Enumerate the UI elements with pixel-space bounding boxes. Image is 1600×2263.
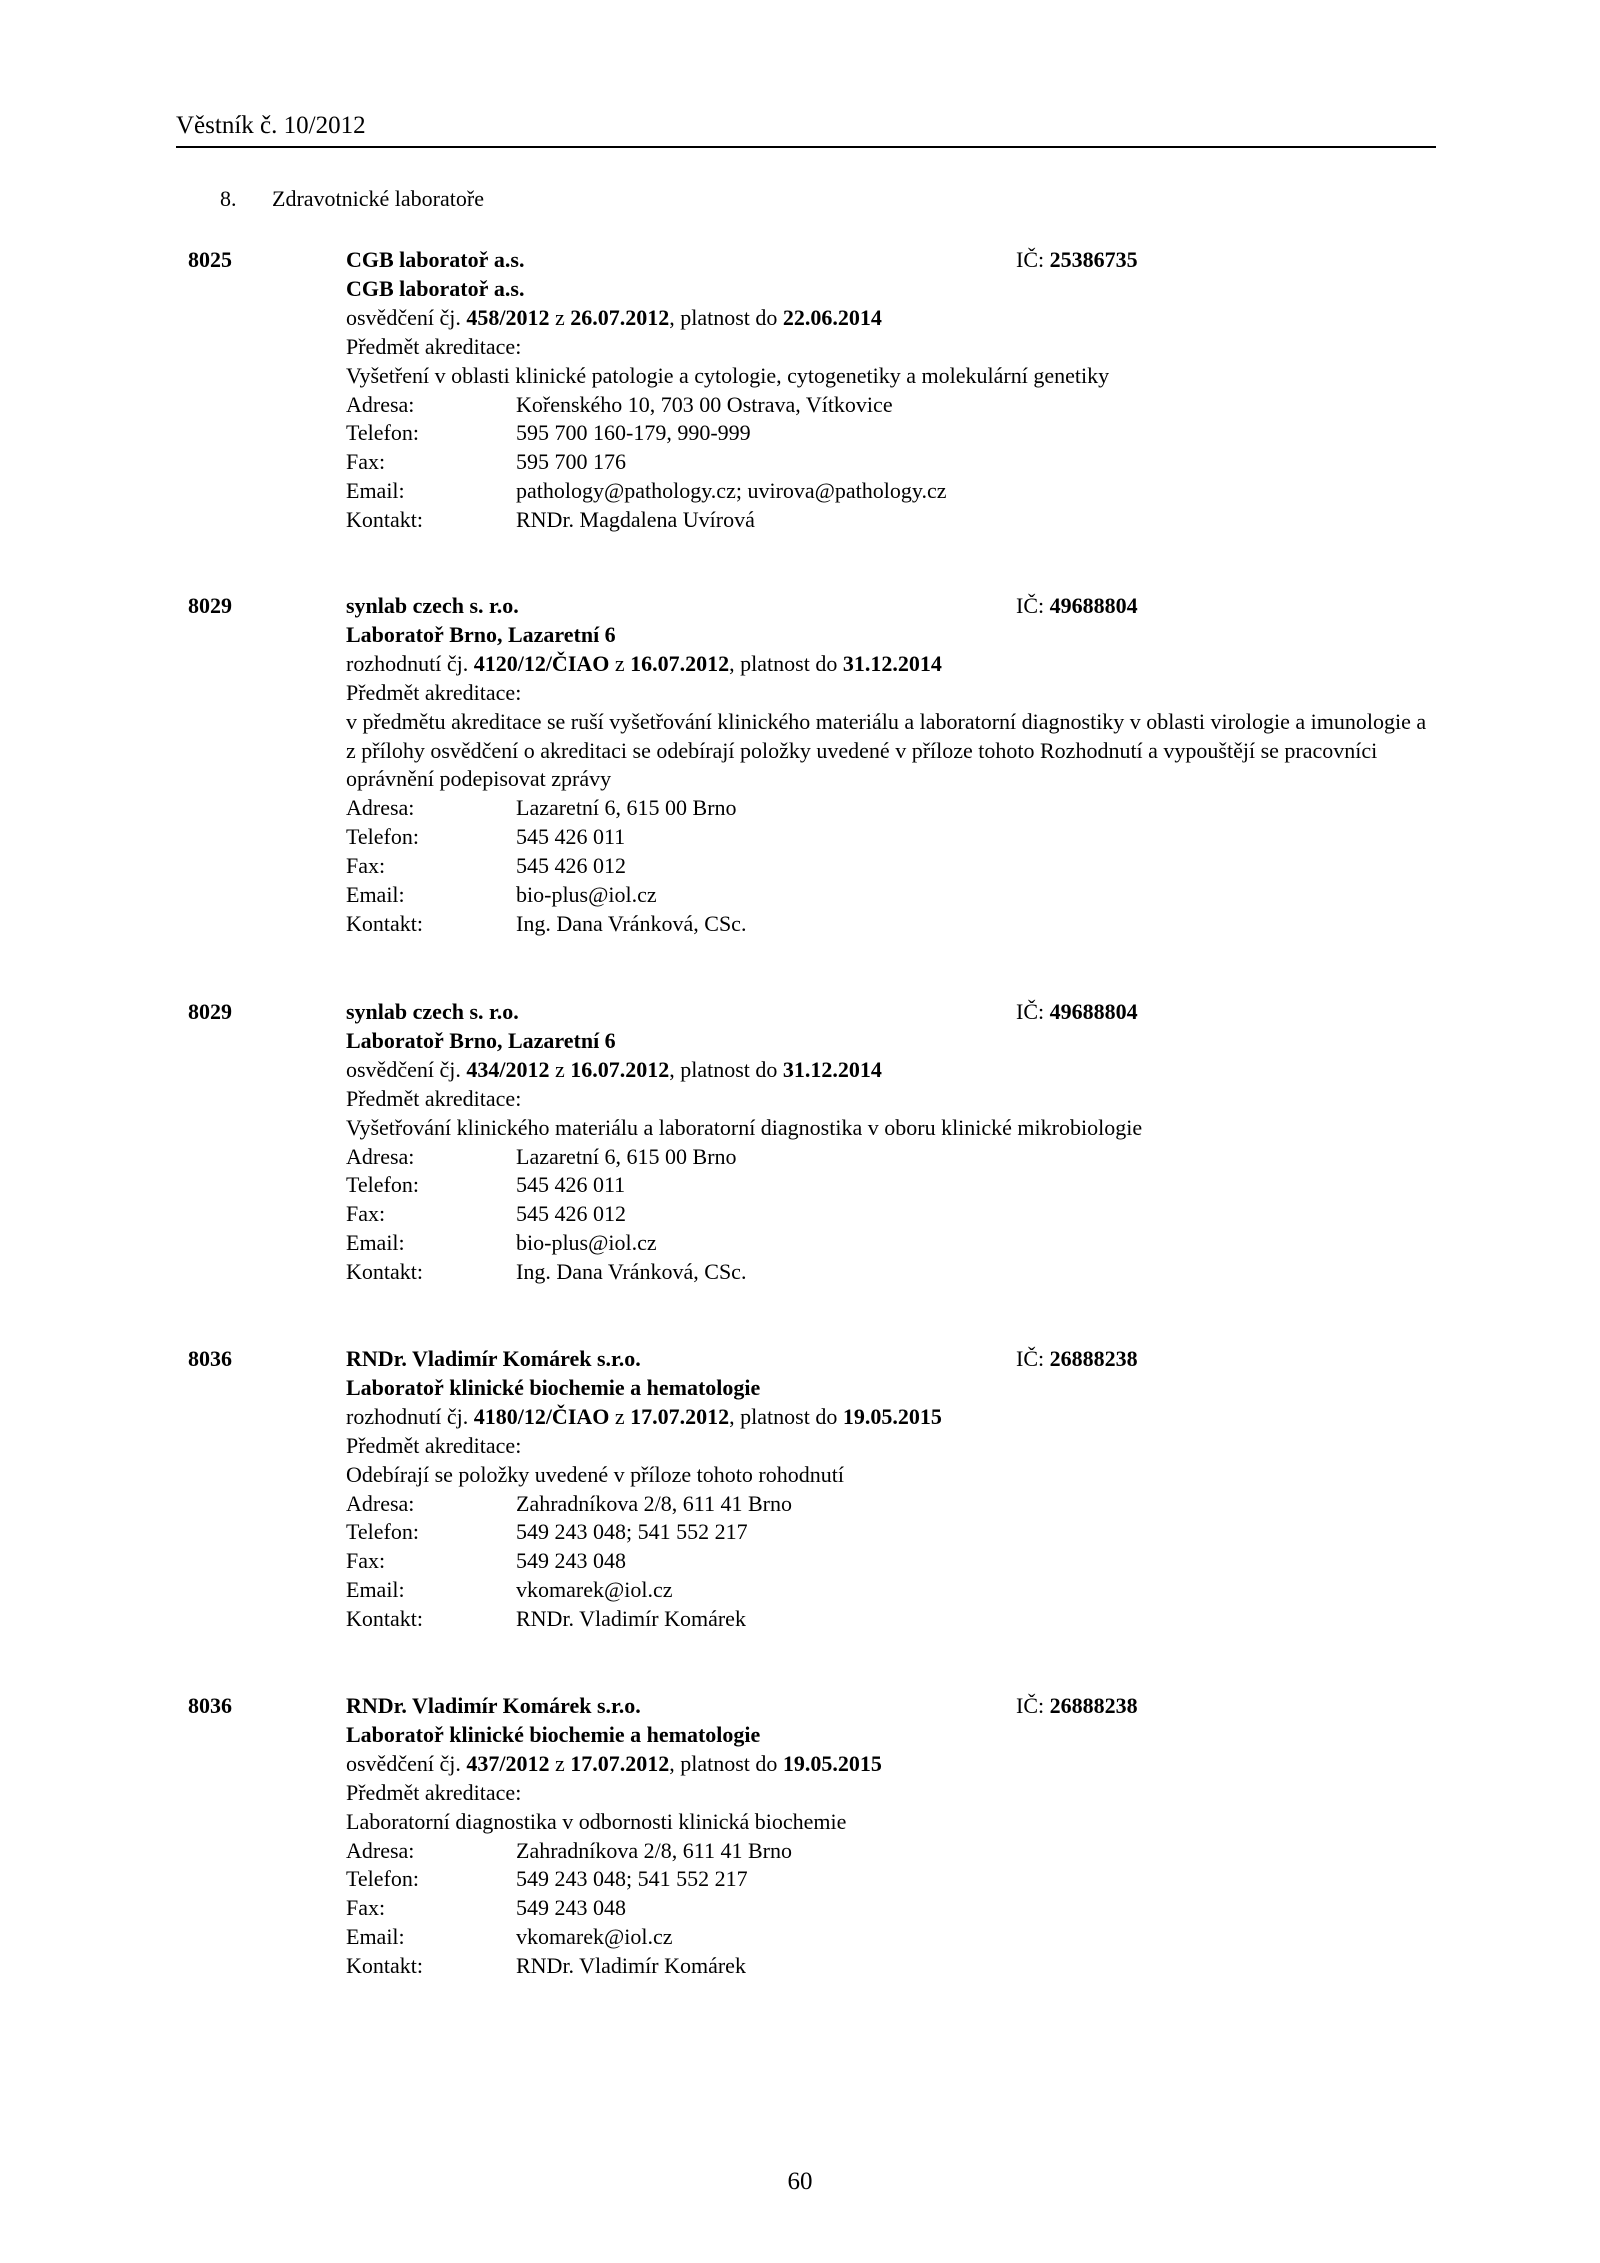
entry-fax: Fax: 545 426 012	[346, 853, 626, 879]
entry-lab: CGB laboratoř a.s.	[346, 275, 525, 301]
entry-email: Email: bio-plus@iol.cz	[346, 1230, 657, 1256]
entry-8036-komarek-rozhodnuti	[176, 1345, 1436, 1634]
entry-address: Adresa: Zahradníkova 2/8, 611 41 Brno	[346, 1490, 792, 1516]
entry-document: osvědčení čj. 434/2012 z 16.07.2012, platnost do 31.12.2014	[346, 1056, 882, 1082]
entry-fax: Fax: 549 243 048	[346, 1548, 626, 1574]
entry-lab: Laboratoř Brno, Lazaretní 6	[346, 621, 616, 647]
entry-contact: Kontakt: RNDr. Vladimír Komárek	[346, 1953, 746, 1979]
entry-document: osvědčení čj. 437/2012 z 17.07.2012, platnost do 19.05.2015	[346, 1750, 882, 1776]
entry-ico: IČ: 49688804	[1016, 999, 1138, 1024]
entry-subject-label: Předmět akreditace:	[346, 1432, 522, 1458]
entry-address: Adresa: Zahradníkova 2/8, 611 41 Brno	[346, 1837, 792, 1863]
entry-phone: Telefon: 545 426 011	[346, 1172, 626, 1198]
entry-subject-label: Předmět akreditace:	[346, 1779, 522, 1805]
entry-code: 8025	[188, 247, 232, 272]
header-rule	[176, 146, 1436, 148]
section-number: 8.	[220, 186, 237, 211]
entry-contact: Kontakt: RNDr. Magdalena Uvírová	[346, 507, 755, 533]
entry-ico: IČ: 26888238	[1016, 1693, 1138, 1718]
entry-code: 8036	[188, 1693, 232, 1718]
entry-ico: IČ: 25386735	[1016, 247, 1138, 272]
entry-subject: Vyšetřování klinického materiálu a laboratorní diagnostika v oboru klinické mikrobiologie	[346, 1114, 1143, 1140]
entry-contact: Kontakt: Ing. Dana Vránková, CSc.	[346, 910, 747, 936]
entry-document: rozhodnutí čj. 4120/12/ČIAO z 16.07.2012, platnost do 31.12.2014	[346, 650, 942, 676]
entry-code: 8029	[188, 593, 232, 618]
entry-fax: Fax: 545 426 012	[346, 1201, 626, 1227]
entry-subject-label: Předmět akreditace:	[346, 333, 522, 359]
entry-lab: Laboratoř klinické biochemie a hematologie	[346, 1374, 761, 1400]
entry-contact: Kontakt: RNDr. Vladimír Komárek	[346, 1606, 746, 1632]
section-heading	[220, 186, 484, 212]
entry-name: RNDr. Vladimír Komárek s.r.o.	[346, 1346, 641, 1371]
entry-phone: Telefon: 549 243 048; 541 552 217	[346, 1519, 748, 1545]
entry-address: Adresa: Lazaretní 6, 615 00 Brno	[346, 795, 737, 821]
entry-email: Email: bio-plus@iol.cz	[346, 882, 657, 908]
entry-email: Email: pathology@pathology.cz; uvirova@pathology.cz	[346, 478, 947, 504]
entry-ico: IČ: 26888238	[1016, 1346, 1138, 1371]
entry-address: Adresa: Lazaretní 6, 615 00 Brno	[346, 1143, 737, 1169]
entry-code: 8029	[188, 999, 232, 1024]
entry-subject-label: Předmět akreditace:	[346, 679, 522, 705]
entry-code: 8036	[188, 1346, 232, 1371]
entry-name: synlab czech s. r.o.	[346, 999, 519, 1024]
entry-email: Email: vkomarek@iol.cz	[346, 1924, 673, 1950]
entry-phone: Telefon: 549 243 048; 541 552 217	[346, 1866, 748, 1892]
entry-email: Email: vkomarek@iol.cz	[346, 1577, 673, 1603]
entry-contact: Kontakt: Ing. Dana Vránková, CSc.	[346, 1259, 747, 1285]
entry-8036-komarek-osvedceni	[176, 1692, 1436, 1981]
entry-name: synlab czech s. r.o.	[346, 593, 519, 618]
entry-8029-synlab-rozhodnuti	[176, 592, 1436, 939]
entry-subject: Vyšetření v oblasti klinické patologie a cytologie, cytogenetiky a molekulární genetiky	[346, 362, 1110, 388]
entry-subject: Odebírají se položky uvedené v příloze tohoto rohodnutí	[346, 1461, 844, 1487]
section-title: Zdravotnické laboratoře	[272, 186, 484, 211]
entry-subject-label: Předmět akreditace:	[346, 1085, 522, 1111]
entry-subject: Laboratorní diagnostika v odbornosti klinická biochemie	[346, 1808, 847, 1834]
entry-fax: Fax: 595 700 176	[346, 449, 626, 475]
entry-lab: Laboratoř klinické biochemie a hematologie	[346, 1721, 761, 1747]
entry-document: rozhodnutí čj. 4180/12/ČIAO z 17.07.2012, platnost do 19.05.2015	[346, 1403, 942, 1429]
entry-phone: Telefon: 545 426 011	[346, 824, 626, 850]
entry-fax: Fax: 549 243 048	[346, 1895, 626, 1921]
page-header-title: Věstník č. 10/2012	[176, 112, 366, 139]
entry-8025-cgb	[176, 246, 1436, 535]
entry-document: osvědčení čj. 458/2012 z 26.07.2012, platnost do 22.06.2014	[346, 304, 882, 330]
entry-address: Adresa: Kořenského 10, 703 00 Ostrava, Vítkovice	[346, 391, 893, 417]
entry-subject: v předmětu akreditace se ruší vyšetřování klinického materiálu a laboratorní diagnostiky v oblasti virologie a imunologie a z přílohy osvědčení o akreditaci se odebírají položky uvedené v příloze tohoto Rozhodnutí a vypouštějí se pracovníci oprávnění podepisovat zprávy	[346, 708, 1427, 792]
entry-8029-synlab-osvedceni	[176, 998, 1436, 1287]
entry-lab: Laboratoř Brno, Lazaretní 6	[346, 1027, 616, 1053]
entry-phone: Telefon: 595 700 160-179, 990-999	[346, 420, 751, 446]
entry-name: CGB laboratoř a.s.	[346, 247, 525, 272]
entry-name: RNDr. Vladimír Komárek s.r.o.	[346, 1693, 641, 1718]
entry-ico: IČ: 49688804	[1016, 593, 1138, 618]
page-number: 60	[787, 2168, 813, 2195]
